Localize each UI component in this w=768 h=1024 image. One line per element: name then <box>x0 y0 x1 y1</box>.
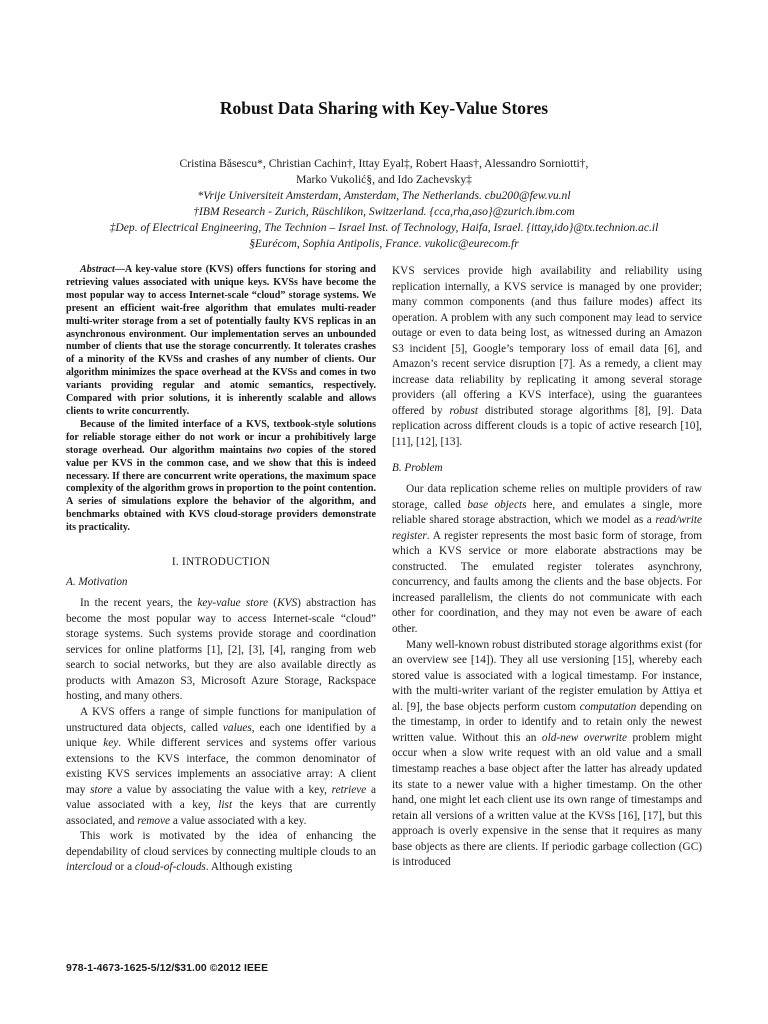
abstract-emphasis: two <box>267 444 282 456</box>
authors-line: Marko Vukolić§, and Ido Zachevsky‡ <box>296 173 472 186</box>
affiliation: §Eurécom, Sophia Antipolis, France. vukolic@eurecom.fr <box>249 237 519 250</box>
affiliation: *Vrije Universiteit Amsterdam, Amsterdam, The Netherlands. cbu200@few.vu.nl <box>197 189 571 202</box>
body-paragraph: A KVS offers a range of simple functions for manipulation of unstructured data objects, called values, each one identified by a unique key. While different services and systems offer various extensions to the KVS interface, the common denominator of existing KVS services implements an associative array: A client may store a value by associating the value with a key, retrieve a value associated with a key, list the keys that are currently associated, and remove a value associated with a key. <box>66 705 376 827</box>
body-paragraph: KVS services provide high availability and reliability using replication internally, a KVS service is managed by one provider; many common components (and thus failure modes) affect its operation. A problem with any such component may lead to service outage or even to data being lost, as witnessed during an Amazon S3 incident [5], Google’s temporary loss of email data [6], and Amazon’s recent service disruption [7]. As a remedy, a client may increase data reliability by replicating it among several storage providers (all offering a KVS interface), using the guarantees offered by robust distributed storage algorithms [8], [9]. Data replication across different clouds is a topic of active research [10], [11], [12], [13]. <box>392 265 702 449</box>
abstract-text: Because of the limited interface of a KVS, textbook-style solutions for reliable storage either do not work or incur a prohibitively large storage overhead. Our algorithm maintains <box>66 418 376 456</box>
section-heading-introduction: I. INTRODUCTION <box>171 556 271 569</box>
authors-line: Cristina Băsescu*, Christian Cachin†, Ittay Eyal‡, Robert Haas†, Alessandro Sorniotti†, <box>179 157 589 170</box>
body-paragraph: Our data replication scheme relies on multiple providers of raw storage, called base objects here, and emulates a single, more reliable shared storage abstraction, which we model as a read/write register. A register represents the most basic form of storage, from which a KVS service or more elaborate abstractions may be constructed. The emulated register tolerates asynchrony, concurrency, and faults among the clients and the base objects. For increased parallelism, the clients do not communicate with each other for coordination, and they may not even be aware of each other. <box>392 483 702 636</box>
abstract-text: —A key-value store (KVS) offers functions for storing and retrieving values associated with unique keys. KVSs have become the most popular way to access Internet-scale “cloud” storage systems. We present an efficient wait-free algorithm that emulates multi-reader multi-writer storage from a set of potentially faulty KVS replicas in an asynchronous environment. Our implementation serves an unbounded number of clients that use the storage concurrently. It tolerates crashes of a minority of the KVSs and crashes of any number of clients. Our algorithm minimizes the space overhead at the KVSs and comes in two variants providing regular and atomic semantics, respectively. Compared with prior solutions, it is inherently scalable and allows clients to write concurrently. <box>66 264 376 417</box>
body-paragraph: This work is motivated by the idea of enhancing the dependability of cloud services by connecting multiple clouds to an intercloud or a cloud-of-clouds. Although existing <box>66 830 376 874</box>
subsection-heading-problem: B. Problem <box>392 461 443 474</box>
paper-title: Robust Data Sharing with Key-Value Stores <box>219 98 549 118</box>
abstract-paragraph <box>66 264 376 419</box>
abstract-text: copies of the stored value per KVS in the common case, and we show that this is indeed necessary. If there are concurrent write operations, the maximum space complexity of the algorithm grows in proportion to the point contention. A series of simulations explore the behavior of the algorithm, and benchmarks obtained with KVS cloud-storage providers demonstrate its practicality. <box>66 444 377 534</box>
abstract <box>66 264 376 535</box>
author-block <box>0 156 768 252</box>
abstract-label: Abstract <box>80 264 115 275</box>
left-column <box>66 264 376 876</box>
affiliation: ‡Dep. of Electrical Engineering, The Technion – Israel Inst. of Technology, Haifa, Israel. {ittay,ido}@tx.technion.ac.il <box>109 221 659 234</box>
subsection-heading-motivation: A. Motivation <box>66 575 128 588</box>
right-column <box>392 264 702 871</box>
abstract-paragraph <box>66 419 376 535</box>
affiliation: †IBM Research - Zurich, Rüschlikon, Switzerland. {cca,rha,aso}@zurich.ibm.com <box>193 205 575 218</box>
body-paragraph: Many well-known robust distributed storage algorithms exist (for an overview see [14]). They all use versioning [15], whereby each stored value is associated with a logical timestamp. For instance, with the multi-writer variant of the register emulation by Attiya et al. [9], the base objects perform custom computation depending on the timestamp, in order to identify and to retain only the newest written value. Without this an old-new overwrite problem might occur when a slow write request with an old value and a small timestamp reaches a base object after the latter has already updated its state to a newer value with a higher timestamp. On the other hand, one might let each client use its own range of timestamps and retain all versions of a written value at the KVSs [16], [17], but this approach is overly expensive in the sense that it requires as many base objects as there are clients. If periodic garbage collection (GC) is introduced <box>392 638 702 869</box>
copyright-footer: 978-1-4673-1625-5/12/$31.00 ©2012 IEEE <box>66 963 269 974</box>
body-paragraph: In the recent years, the key-value store (KVS) abstraction has become the most popular way to access Internet-scale “cloud” storage systems. Such systems provide storage and coordination services for online platforms [1], [2], [3], [4], ranging from web search to social networks, but they are also available directly as products with Amazon S3, Microsoft Azure Storage, Rackspace hosting, and many others. <box>66 597 376 703</box>
